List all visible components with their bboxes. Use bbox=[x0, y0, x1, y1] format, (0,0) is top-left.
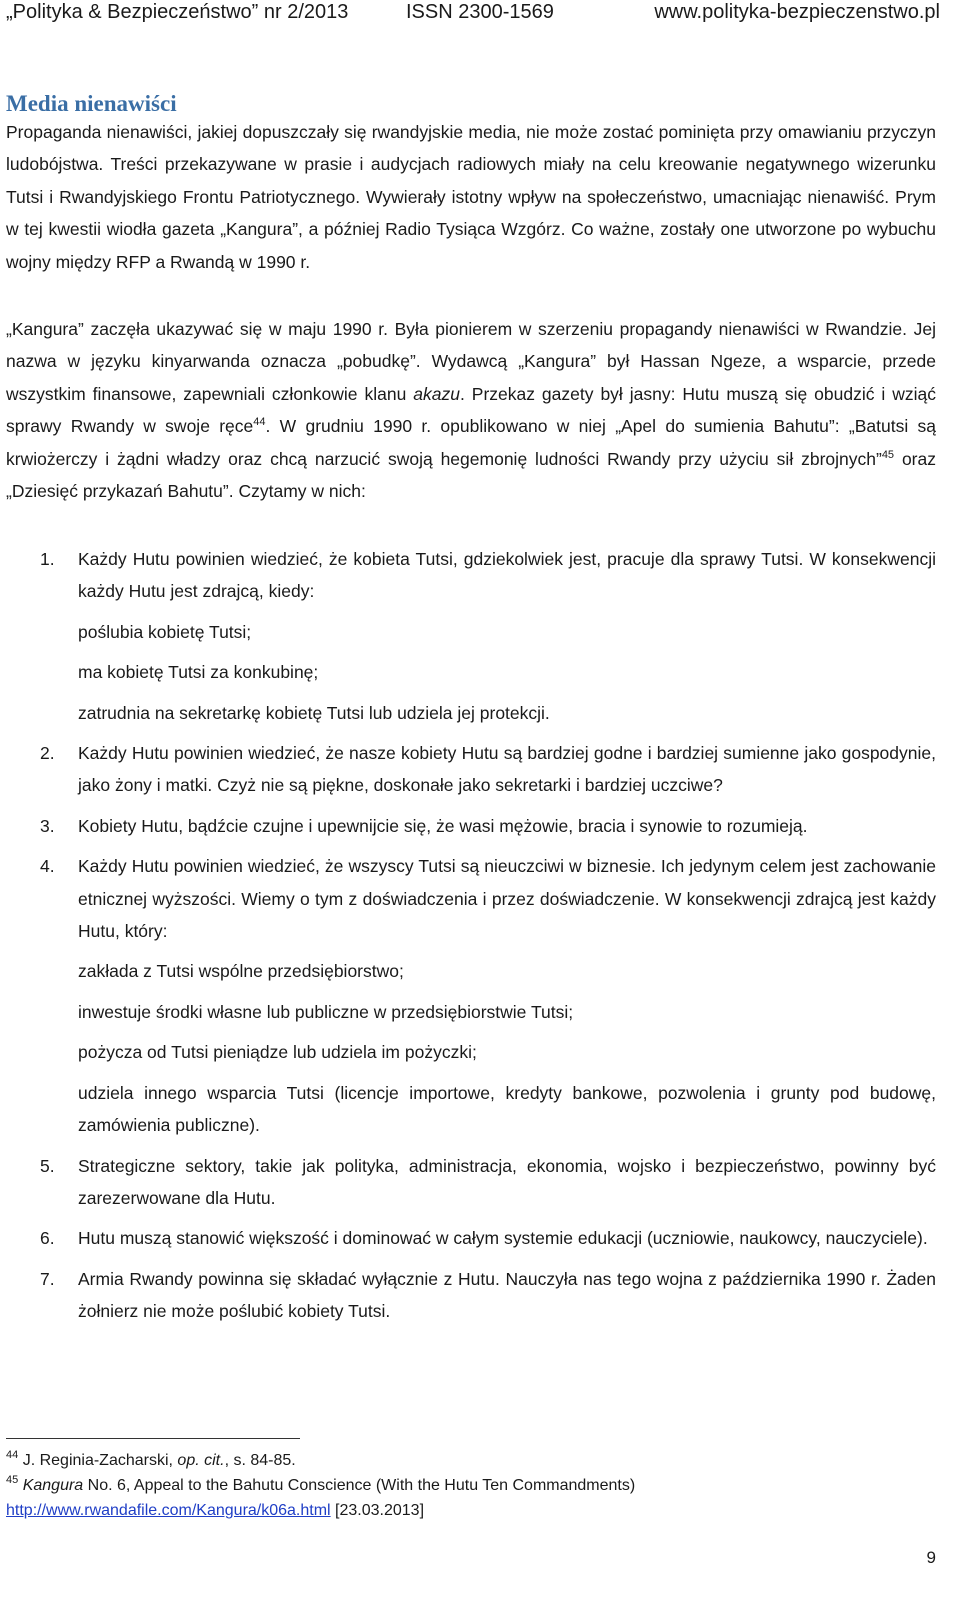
list-item bbox=[0, 1263, 936, 1328]
list-item-number: 5. bbox=[40, 1155, 55, 1176]
footnote-number: 44 bbox=[6, 1449, 19, 1461]
page-header bbox=[6, 0, 940, 24]
footnote-number: 45 bbox=[6, 1474, 19, 1486]
issn: ISSN 2300-1569 bbox=[406, 1, 554, 23]
footnote-45 bbox=[6, 1473, 936, 1498]
paragraph-1 bbox=[6, 116, 936, 278]
commandments-list bbox=[0, 543, 960, 1328]
list-item-text: Armia Rwandy powinna się składać wyłącznie z Hutu. Nauczyła nas tego wojna z października 1990 r. Żaden żołnierz nie może poślubić kobiety Tutsi. bbox=[78, 1268, 936, 1322]
footnote-45-source bbox=[6, 1498, 936, 1523]
list-item-number: 4. bbox=[40, 856, 55, 877]
list-item-text: Strategiczne sektory, takie jak polityka, administracja, ekonomia, wojsko i bezpieczeństwo, powinny być zarezerwowane dla Hutu. bbox=[78, 1155, 936, 1208]
footnote-44-italic: op. cit. bbox=[177, 1452, 225, 1469]
list-item-number: 3. bbox=[40, 815, 55, 836]
list-subitem: inwestuje środki własne lub publiczne w przedsiębiorstwie Tutsi; bbox=[78, 1001, 574, 1022]
list-subitem: pożycza od Tutsi pieniądze lub udziela im pożyczki; bbox=[78, 1042, 477, 1063]
list-subitem: zakłada z Tutsi wspólne przedsiębiorstwo; bbox=[78, 961, 404, 982]
footnotes bbox=[6, 1448, 936, 1523]
footnote-44-text-a: J. Reginia-Zacharski, bbox=[18, 1452, 178, 1469]
footnote-45-italic: Kangura bbox=[22, 1477, 84, 1494]
list-item-text: Kobiety Hutu, bądźcie czujne i upewnijcie się, że wasi mężowie, bracia i synowie to rozumieją. bbox=[78, 815, 808, 836]
paragraph-1-text: Propaganda nienawiści, jakiej dopuszczały się rwandyjskie media, nie może zostać pominięta przy omawianiu przyczyn ludobójstwa. Treści przekazywane w prasie i audycjach radiowych miały na celu kreowanie negatywnego wizerunku Tutsi i Rwandyjskiego Frontu Patriotycznego. Wywierały istotny wpływ na społeczeństwo, umacniając nienawiść. Prym w tej kwestii wiodła gazeta „Kangura”, a później Radio Tysiąca Wzgórz. Co ważne, zostały one utworzone po wybuchu wojny między RFP a Rwandą w 1990 r. bbox=[6, 122, 936, 272]
footnote-link[interactable]: http://www.rwandafile.com/Kangura/k06a.html bbox=[6, 1502, 331, 1519]
list-item-number: 2. bbox=[40, 743, 55, 764]
list-item-number: 6. bbox=[40, 1228, 55, 1249]
footnote-44 bbox=[6, 1448, 936, 1473]
list-subitem: zatrudnia na sekretarkę kobietę Tutsi lub udziela jej protekcji. bbox=[78, 702, 550, 723]
journal-title: „Polityka & Bezpieczeństwo” nr 2/2013 bbox=[6, 1, 349, 23]
list-item bbox=[0, 850, 936, 1141]
term-akazu: akazu bbox=[413, 383, 460, 404]
footnote-44-text-b: , s. 84-85. bbox=[224, 1452, 296, 1469]
list-item bbox=[0, 737, 936, 802]
list-subitem: poślubia kobietę Tutsi; bbox=[78, 621, 252, 642]
page-number: 9 bbox=[926, 1548, 936, 1567]
list-item-number: 1. bbox=[40, 549, 55, 569]
paragraph-2 bbox=[6, 313, 936, 507]
paragraph-2-text-b: . Przekaz gazety był jasny: Hutu muszą się obudzić i wziąć sprawy Rwandy w swoje ręce bbox=[6, 383, 936, 437]
paragraph-2-text-a: „Kangura” zaczęła ukazywać się w maju 1990 r. Była pionierem w szerzeniu propagandy nienawiści w Rwandzie. Jej nazwa w języku kinyarwanda oznacza „pobudkę”. Wydawcą „Kangura” był Hassan Ngeze, a wsparcie, przede wszystkim finansowe, zapewniali członkowie klanu bbox=[6, 319, 936, 404]
list-item bbox=[0, 1222, 936, 1254]
footnote-divider bbox=[6, 1438, 300, 1439]
list-item bbox=[0, 543, 936, 729]
list-item-number: 7. bbox=[40, 1268, 55, 1289]
list-item-text: Każdy Hutu powinien wiedzieć, że nasze kobiety Hutu są bardziej godne i bardziej sumienne jako gospodynie, jako żony i matki. Czyż nie są piękne, doskonałe jako sekretarki i bardziej uczciwe? bbox=[78, 743, 936, 796]
footnote-date: [23.03.2013] bbox=[330, 1502, 425, 1519]
footnote-45-text: No. 6, Appeal to the Bahutu Conscience (With the Hutu Ten Commandments) bbox=[83, 1477, 636, 1494]
list-item bbox=[0, 1150, 936, 1215]
paragraph-2-text-d: oraz „Dziesięć przykazań Bahutu”. Czytamy w nich: bbox=[6, 448, 936, 502]
journal-url[interactable]: www.polityka-bezpieczenstwo.pl bbox=[654, 1, 940, 23]
section-title: Media nienawiści bbox=[6, 91, 177, 117]
list-subitem: ma kobietę Tutsi za konkubinę; bbox=[78, 662, 319, 683]
footnote-ref-45[interactable]: 45 bbox=[881, 448, 895, 461]
list-item bbox=[0, 810, 936, 842]
list-item-text: Hutu muszą stanowić większość i dominować w całym systemie edukacji (uczniowie, naukowcy, nauczyciele). bbox=[78, 1228, 928, 1249]
list-subitem: udziela innego wsparcia Tutsi (licencje importowe, kredyty bankowe, pozwolenia i grunty pod budowę, zamówienia publiczne). bbox=[78, 1082, 936, 1136]
paragraph-2-text-c: . W grudniu 1990 r. opublikowano w niej „Apel do sumienia Bahutu”: „Batutsi są krwiożerczy i żądni władzy oraz chcą narzucić swoją hegemonię ludności Rwandy przy użyciu sił zbrojnych” bbox=[6, 416, 936, 469]
list-item-text: Każdy Hutu powinien wiedzieć, że kobieta Tutsi, gdziekolwiek jest, pracuje dla sprawy Tutsi. W konsekwencji każdy Hutu jest zdrajcą, kiedy: bbox=[78, 549, 936, 602]
footnote-ref-44[interactable]: 44 bbox=[253, 416, 266, 429]
list-item-text: Każdy Hutu powinien wiedzieć, że wszyscy Tutsi są nieuczciwi w biznesie. Ich jedynym celem jest zachowanie etnicznej wyższości. Wiemy o tym z doświadczenia i przez doświadczenie. W konsekwencji zdrajcą jest każdy Hutu, który: bbox=[78, 856, 936, 942]
